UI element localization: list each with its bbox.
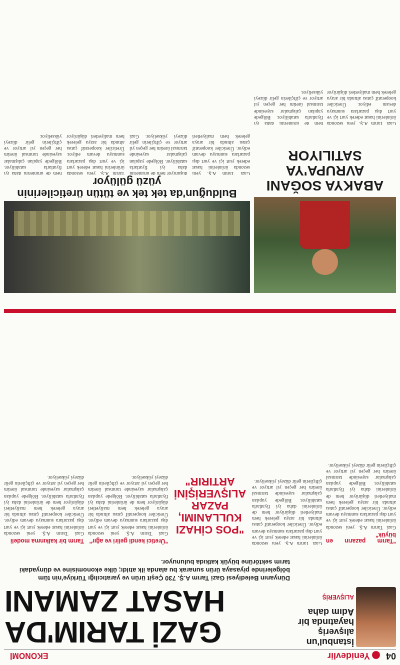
bottom-story-title: Bulduğun'da tek tek ve tütün üreticilerinin yüzü gülüyor	[17, 175, 237, 199]
body-text: Gazi Tarım A.Ş. yeni sezonda ürünlerini hasat ederek yurt içi ve yurt dışı pazarlara sunmaya devam ediyor. Üreticiler kooperatif çatısı altında bir araya gelerek hem maliyetleri düşürüyor hem de ürünlerini daha iyi fiyatlarla satabiliyor. Bölgede yapılan çalışmalar sayesinde tarımsal üretim her geçen yıl artıyor ve çiftçilerin gelir düzeyi yükseliyor.	[252, 477, 322, 545]
headline-deck: Dünyanın Belediyesi Gazi Tarım A.Ş. 730 Çeşit ürün ve yaratıcılığı Türkiye'nin tüm bölgelerinde piyasaya ürün sunarak bu alanda ilk atıldı; ülke ekonomisine ve dünyadaki tarım sektörüne büyük katkıda bulunuyor.	[19, 558, 290, 581]
subhead-3: Tarım bir kalkınma modeli	[10, 537, 84, 543]
side-story-body: Gazi Tarım A.Ş. yeni sezonda ürünlerini hasat ederek yurt içi ve yurt dışı pazarlara sunmaya devam ediyor. Üreticiler kooperatif çatısı altında bir araya gelerek hem maliyetleri düşürüyor hem de ürünlerini daha iyi fiyatlarla satabiliyor. Bölgede yapılan çalışmalar sayesinde tarımsal üretim her geçen yıl artıyor ve çiftçilerin gelir düzeyi yükseliyor.	[254, 88, 396, 125]
pull-quote: "POS CİHAZI KULLANIMI, PAZAR ALIŞVERİŞİNİ ARTIRIR"	[173, 475, 247, 535]
section-label: EKONOMİ	[10, 651, 49, 661]
bottom-story-body: Gazi Tarım A.Ş. yeni sezonda ürünlerini hasat ederek yurt içi ve yurt dışı pazarlara sunmaya devam ediyor. Üreticiler kooperatif çatısı altında bir araya gelerek hem maliyetleri düşürüyor hem de ürünlerini daha iyi fiyatlarla satabiliyor. Bölgede yapılan çalışmalar sayesinde tarımsal üretim her geçen yıl artıyor ve çiftçilerin gelir düzeyi yükseliyor. Gazi Tarım A.Ş. yeni sezonda ürünlerini hasat ederek yurt içi ve yurt dışı pazarlara sunmaya devam ediyor. Üreticiler kooperatif çatısı altında bir araya gelerek hem maliyetleri düşürüyor hem de ürünlerini daha iyi fiyatlarla satabiliyor. Bölgede yapılan çalışmalar sayesinde tarımsal üretim her geçen yıl artıyor ve çiftçilerin gelir düzeyi yükseliyor.	[4, 132, 250, 175]
publication-logo: Yenidevlir	[327, 651, 380, 661]
body-column-2	[252, 295, 322, 545]
main-headline: GAZİ TARIM'DA HASAT ZAMANI	[5, 584, 226, 648]
farmer-photo	[254, 197, 396, 293]
page-header	[4, 649, 396, 662]
body-text: Gazi Tarım A.Ş. yeni sezonda ürünlerini hasat ederek yurt içi ve yurt dışı pazarlara sunmaya devam ediyor. Üreticiler kooperatif çatısı altında bir araya gelerek hem maliyetleri düşürüyor hem de ürünlerini daha iyi fiyatlarla satabiliyor. Bölgede yapılan çalışmalar sayesinde tarımsal üretim her geçen yıl artıyor ve çiftçilerin gelir düzeyi yükseliyor.	[4, 473, 84, 535]
body-column-1	[326, 295, 396, 545]
body-text: Gazi Tarım A.Ş. yeni sezonda ürünlerini hasat ederek yurt içi ve yurt dışı pazarlara sunmaya devam ediyor. Üreticiler kooperatif çatısı altında bir araya gelerek hem maliyetleri düşürüyor hem de ürünlerini daha iyi fiyatlarla satabiliyor. Bölgede yapılan çalışmalar sayesinde tarımsal üretim her geçen yıl artıyor ve çiftçilerin gelir düzeyi yükseliyor.	[88, 473, 168, 535]
section-divider	[4, 309, 396, 313]
logo-icon	[372, 651, 380, 659]
body-column-3	[88, 295, 168, 545]
subhead-1: "Tarım pazarın en büyük"	[326, 530, 396, 543]
subhead-2: "Üretici kendi geliri ve ağır"	[89, 537, 168, 543]
side-story-title: ABAKYA SOĞANI AVRUPA'YA SATILIYOR	[266, 148, 384, 194]
inset-title: İstanbul'un alışveriş hayatında bir Adım daha	[297, 607, 354, 647]
body-text: Gazi Tarım A.Ş. yeni sezonda ürünlerini hasat ederek yurt içi ve yurt dışı pazarlara sunmaya devam ediyor. Üreticiler kooperatif çatısı altında bir araya gelerek hem maliyetleri düşürüyor hem de ürünlerini daha iyi fiyatlarla satabiliyor. Bölgede yapılan çalışmalar sayesinde tarımsal üretim her geçen yıl artıyor ve çiftçilerin gelir düzeyi yükseliyor.	[326, 461, 396, 529]
page-number: 04	[385, 651, 396, 661]
inset-photo	[356, 587, 396, 647]
inset-label: ALIŞVERİŞ	[322, 593, 354, 599]
body-column-4	[4, 295, 84, 545]
market-photo	[4, 201, 250, 293]
